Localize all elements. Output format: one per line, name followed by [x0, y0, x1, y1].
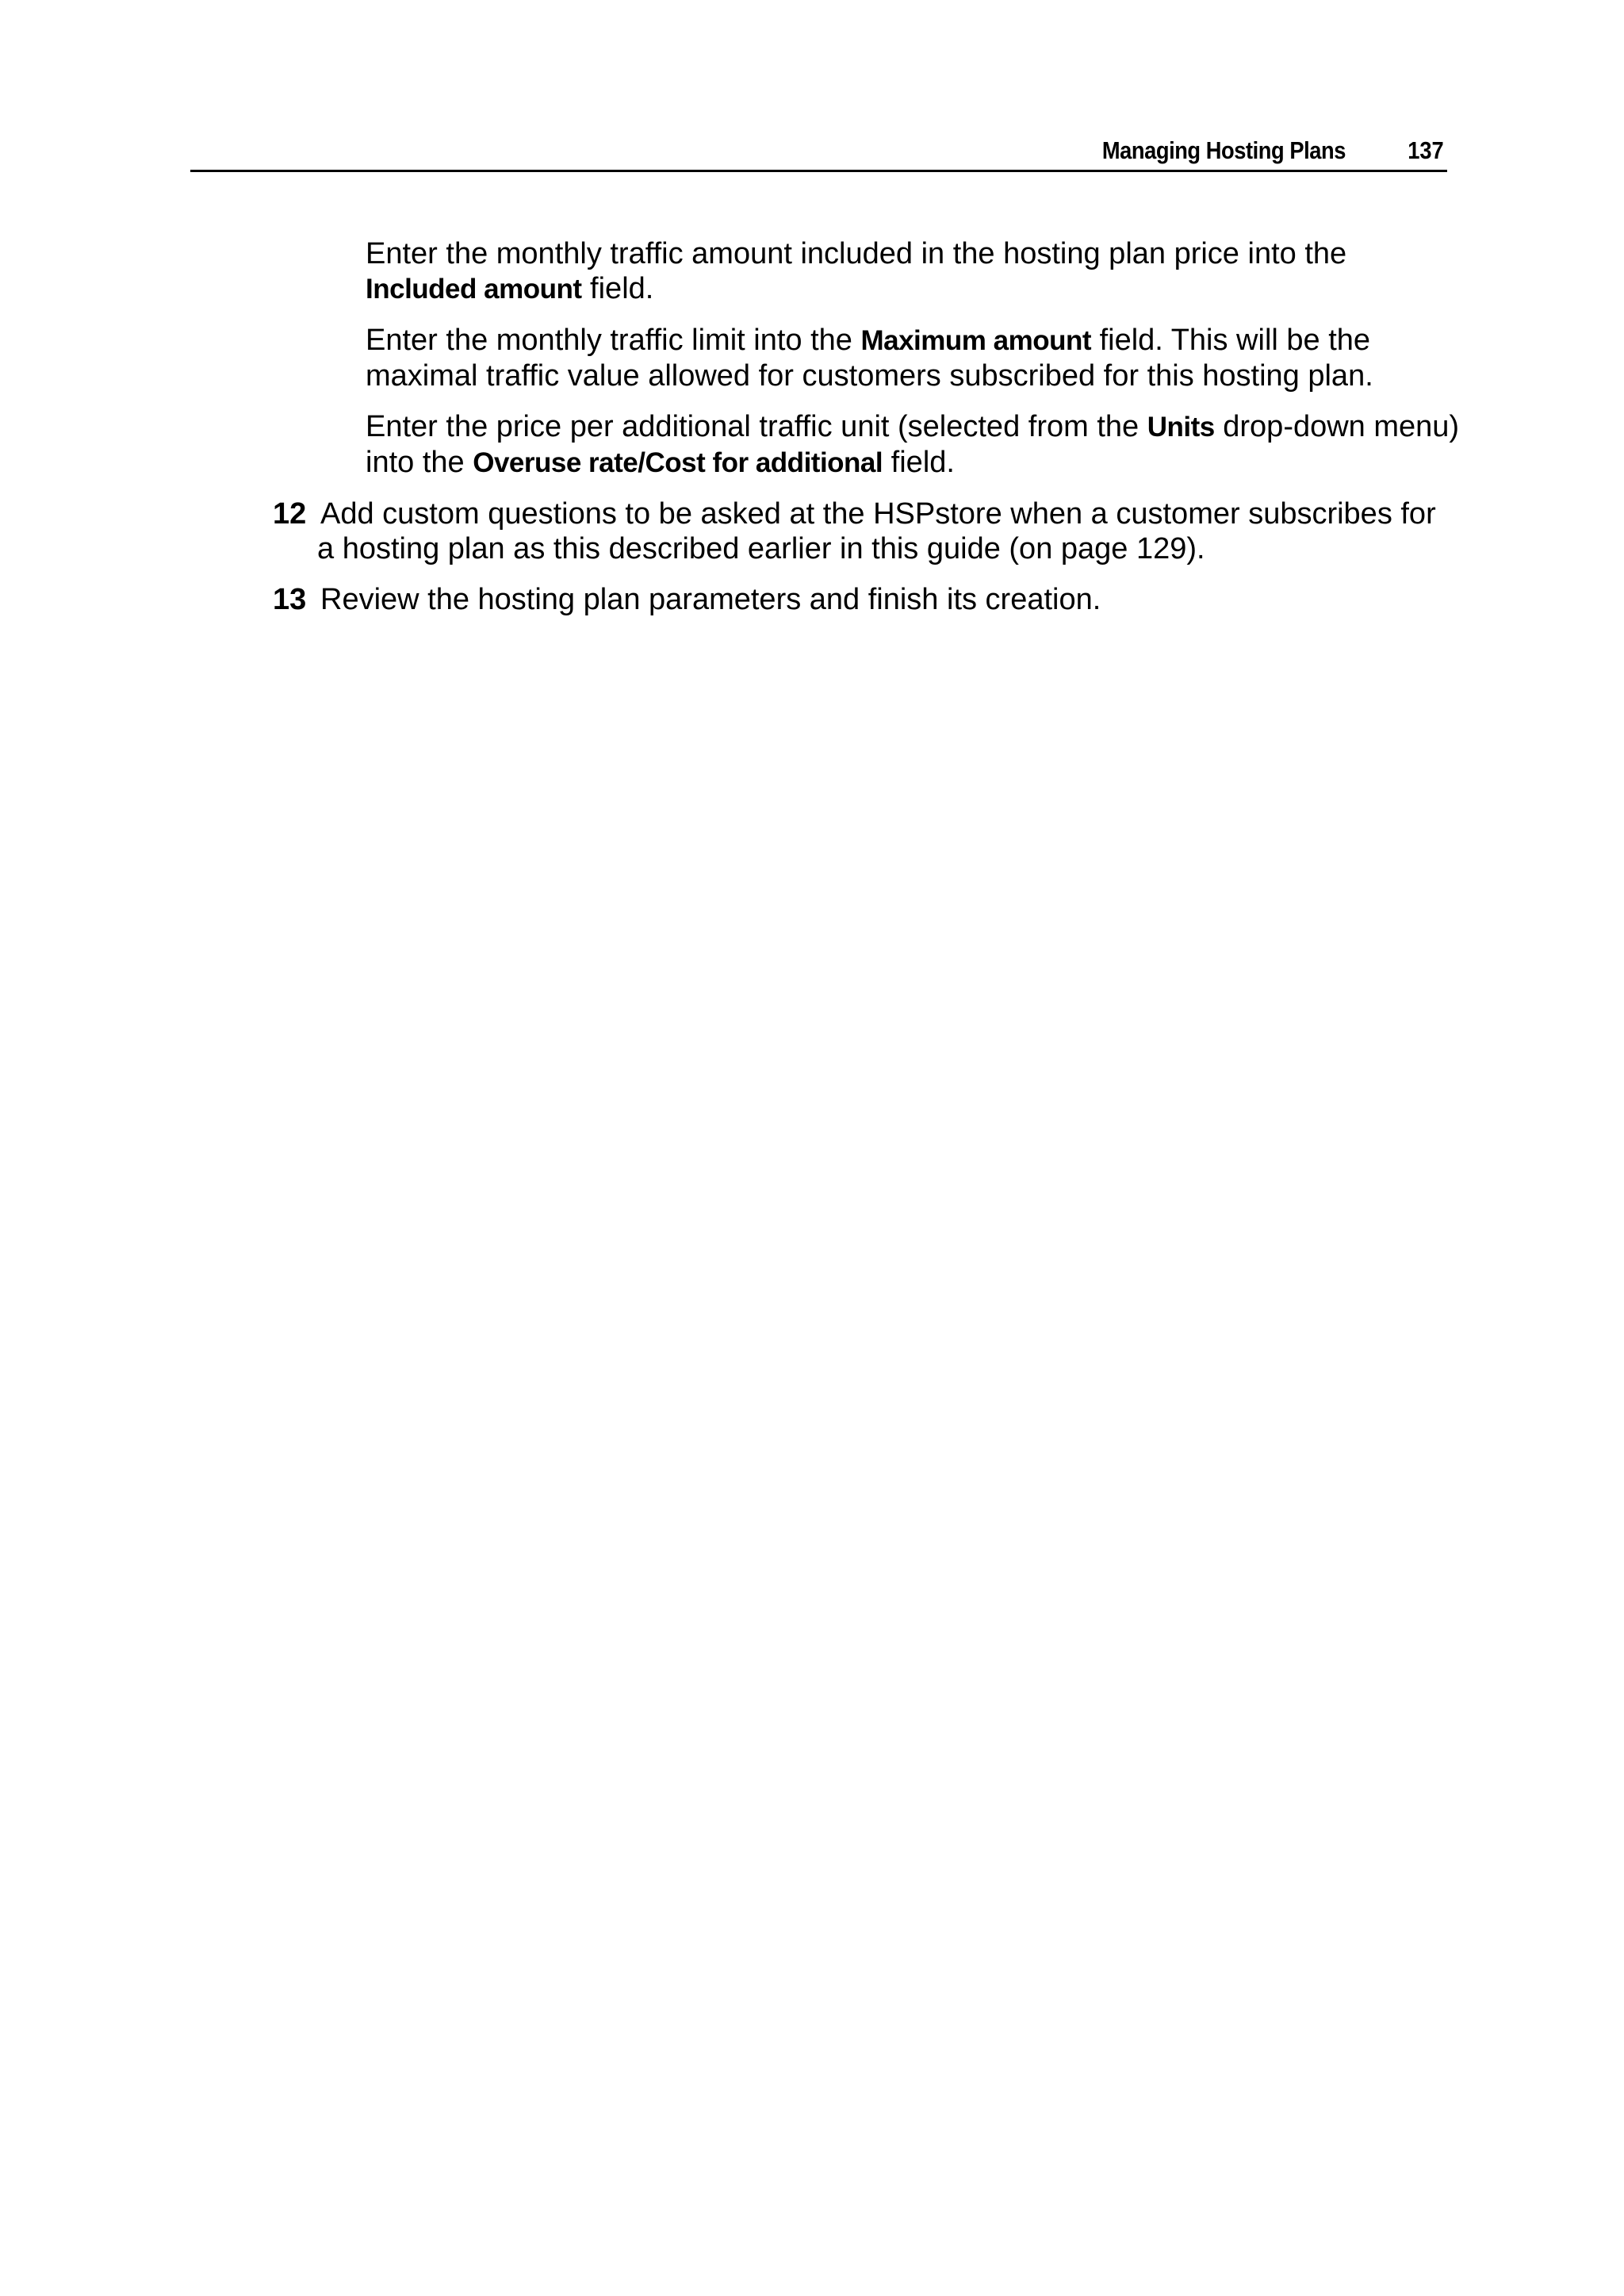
step-number: 13	[273, 583, 307, 616]
paragraph-text: Enter the monthly traffic limit into the	[366, 324, 861, 357]
paragraph-overuse-rate	[366, 409, 1460, 481]
running-header-title: Managing Hosting Plans	[1101, 136, 1346, 164]
field-name-included-amount: Included amount	[366, 274, 582, 305]
paragraph-text: Enter the price per additional traffic unit (selected from the	[366, 410, 1147, 443]
menu-name-units: Units	[1147, 412, 1215, 443]
step-text-line: Add custom questions to be asked at the HSPstore when a customer subscribes for	[320, 497, 1436, 531]
paragraph-included-amount	[366, 236, 1460, 307]
step-text-line: a hosting plan as this described earlier in this guide (on page 129).	[317, 532, 1205, 565]
paragraph-text: field. This will be the maximal traffic value allowed for customers subscribed for this hosting plan.	[366, 324, 1373, 393]
paragraph-text: drop-down menu) into the	[366, 410, 1460, 479]
field-name-maximum-amount: Maximum amount	[860, 325, 1092, 356]
paragraph-text: field.	[581, 272, 654, 305]
page-number: 137	[1408, 136, 1444, 164]
step-text	[317, 496, 1462, 566]
page-header	[190, 133, 1447, 172]
field-name-overuse-rate: Overuse rate/Cost for additional	[473, 447, 883, 478]
paragraph-maximum-amount	[366, 323, 1460, 393]
step-text	[320, 582, 1462, 617]
step-text-line: Review the hosting plan parameters and finish its creation.	[320, 583, 1101, 616]
paragraph-text: field.	[883, 446, 955, 479]
paragraph-text: Enter the monthly traffic amount included in the hosting plan price into the	[366, 237, 1347, 270]
step-number: 12	[273, 497, 307, 531]
